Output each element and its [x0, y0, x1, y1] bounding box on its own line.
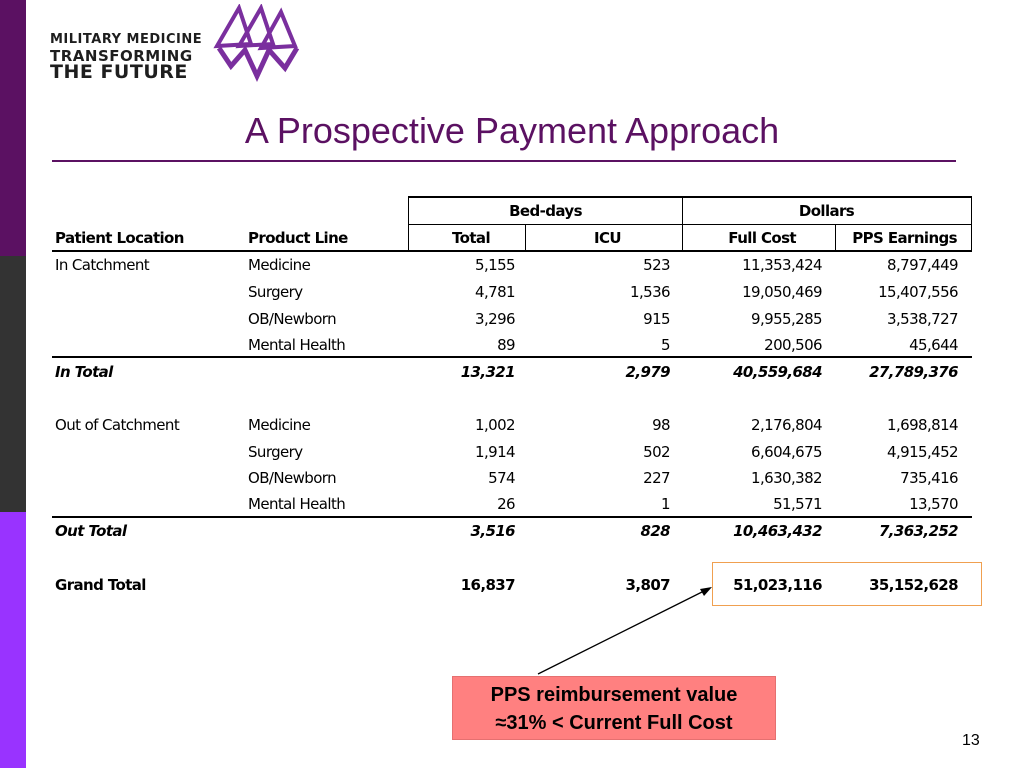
logo-line-1: MILITARY MEDICINE: [50, 32, 203, 47]
cell-full-cost: 19,050,469: [742, 283, 822, 301]
cell-icu: 227: [643, 469, 670, 487]
cell-pps: 35,152,628: [869, 576, 958, 594]
cell-product: Surgery: [248, 443, 303, 461]
cell-total: 13,321: [460, 363, 515, 381]
header-dollars: Dollars: [798, 202, 855, 220]
cell-location: In Catchment: [55, 256, 150, 274]
cell-location: Out Total: [55, 522, 127, 540]
header-patient-location: Patient Location: [55, 229, 184, 247]
cell-icu: 1: [661, 495, 670, 513]
cell-pps: 13,570: [909, 495, 958, 513]
cell-full-cost: 10,463,432: [733, 522, 822, 540]
header-bed-days: Bed-days: [509, 202, 582, 220]
cell-total: 1,002: [475, 416, 515, 434]
callout-box: [452, 676, 776, 740]
header-icu: ICU: [594, 229, 621, 247]
cell-full-cost: 40,559,684: [733, 363, 822, 381]
cell-pps: 3,538,727: [887, 310, 958, 328]
cell-full-cost: 51,023,116: [733, 576, 822, 594]
cell-full-cost: 1,630,382: [751, 469, 822, 487]
cell-pps: 7,363,252: [878, 522, 958, 540]
cell-icu: 98: [652, 416, 670, 434]
page-number: 13: [962, 732, 980, 749]
cell-total: 3,516: [470, 522, 515, 540]
cell-icu: 1,536: [630, 283, 670, 301]
logo-line-3: THE FUTURE: [50, 61, 188, 83]
cell-icu: 502: [643, 443, 670, 461]
cell-total: 1,914: [475, 443, 515, 461]
logo-line-2: TRANSFORMING: [50, 47, 193, 65]
cell-product: Medicine: [248, 416, 311, 434]
cell-total: 16,837: [460, 576, 515, 594]
callout-line-2: ≈31% < Current Full Cost: [495, 712, 733, 734]
cell-pps: 27,789,376: [869, 363, 958, 381]
cell-total: 5,155: [475, 256, 515, 274]
page-title: A Prospective Payment Approach: [244, 110, 780, 151]
header-total: Total: [452, 229, 490, 247]
cell-location: Grand Total: [55, 576, 146, 594]
header-product-line: Product Line: [248, 229, 348, 247]
cell-product: OB/Newborn: [248, 469, 336, 487]
cell-pps: 1,698,814: [887, 416, 958, 434]
cell-product: Mental Health: [248, 495, 346, 513]
cell-pps: 45,644: [909, 336, 958, 354]
cell-full-cost: 6,604,675: [751, 443, 822, 461]
header-full-cost: Full Cost: [728, 229, 796, 247]
cell-icu: 523: [643, 256, 670, 274]
cell-pps: 4,915,452: [887, 443, 958, 461]
cell-icu: 915: [643, 310, 670, 328]
cell-total: 89: [497, 336, 515, 354]
cell-full-cost: 2,176,804: [751, 416, 822, 434]
cell-pps: 735,416: [900, 469, 958, 487]
cell-product: Medicine: [248, 256, 311, 274]
cell-location: Out of Catchment: [55, 416, 180, 434]
cell-full-cost: 11,353,424: [742, 256, 822, 274]
cell-product: OB/Newborn: [248, 310, 336, 328]
cell-product: Surgery: [248, 283, 303, 301]
cell-pps: 8,797,449: [887, 256, 958, 274]
header-pps-earnings: PPS Earnings: [852, 229, 957, 247]
cell-total: 3,296: [475, 310, 515, 328]
cell-icu: 5: [661, 336, 670, 354]
cell-full-cost: 51,571: [773, 495, 822, 513]
cell-full-cost: 9,955,285: [751, 310, 822, 328]
cell-total: 574: [488, 469, 515, 487]
cell-icu: 828: [640, 522, 670, 540]
cell-total: 26: [497, 495, 515, 513]
cell-pps: 15,407,556: [878, 283, 958, 301]
callout-line-1: PPS reimbursement value: [490, 684, 738, 706]
cell-product: Mental Health: [248, 336, 346, 354]
cell-full-cost: 200,506: [764, 336, 822, 354]
cell-total: 4,781: [475, 283, 515, 301]
cell-icu: 3,807: [625, 576, 670, 594]
cell-location: In Total: [55, 363, 113, 381]
cell-icu: 2,979: [625, 363, 670, 381]
